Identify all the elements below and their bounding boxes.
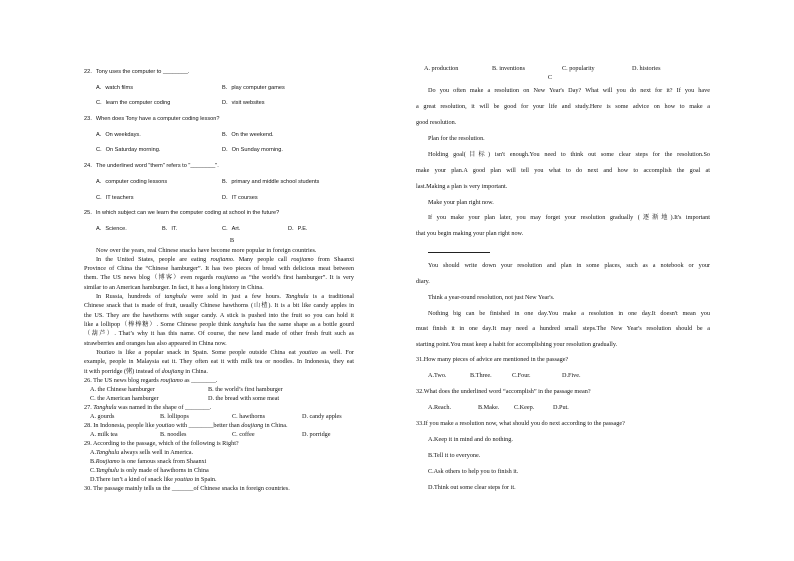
q25-stem: 25．In which subject can we learn the computer coding at school in the future? bbox=[84, 210, 280, 216]
q30-option-a: A. production bbox=[424, 65, 459, 72]
passage-c-line: Think a year-round resolution, not just New Year's. bbox=[428, 294, 555, 301]
q25-option-b: B．IT. bbox=[162, 226, 178, 232]
q25-option-c: C．Art. bbox=[222, 226, 241, 232]
q27-option-a: A. gourds bbox=[90, 413, 115, 420]
passage-b-line: In the United States, people are eating roujiamo. Many people call roujiamo from Shaanxi bbox=[96, 256, 354, 263]
passage-c-line: Holding goal(目标) isn't enough.You need to think out some clear steps for the resolution.So bbox=[428, 151, 710, 158]
q26-option-c: C. the American hamburger bbox=[90, 395, 159, 402]
q30-option-c: C. popularity bbox=[562, 65, 595, 72]
q33-option-c: C.Ask others to help you to finish it. bbox=[428, 468, 519, 475]
passage-c-line: good resolution. bbox=[416, 119, 457, 126]
q27-stem: 27. Tanghulu was named in the shape of ________. bbox=[84, 404, 212, 411]
q33-option-d: D.Think out some clear steps for it. bbox=[428, 484, 516, 491]
q27-option-c: C. hawthorns bbox=[232, 413, 265, 420]
q31-stem: 31.How many pieces of advice are mentioned in the passage? bbox=[416, 356, 569, 363]
q33-stem: 33.If you make a resolution now, what should you do next according to the passage? bbox=[416, 420, 625, 427]
q22-option-b: B．play computer games bbox=[222, 85, 285, 91]
passage-c-line: Do you often make a resolution on New Year's Day? What will you do next for it? If you have bbox=[428, 87, 710, 94]
passage-b-line: like a lollipop（棒棒糖）. Some Chinese people think tanghulu has the same shape as a bottle gourd bbox=[84, 321, 354, 328]
passage-b-line: In Russia, hundreds of tanghulu were sold in just a few hours. Tanghulu is a traditional bbox=[96, 293, 354, 300]
q23-option-d: D．On Sunday morning. bbox=[222, 147, 283, 153]
q25-option-a: A．Science. bbox=[96, 226, 127, 232]
passage-b-line: Province of China the “Chinese hamburger”. It has two pieces of bread with delicious meat between bbox=[84, 265, 354, 272]
q27-option-d: D. candy apples bbox=[302, 413, 342, 420]
passage-b-line: Now over the years, real Chinese snacks have become more popular in foreign countries. bbox=[96, 247, 317, 254]
q28-option-d: D. porridge bbox=[302, 431, 331, 438]
q29-option-d: D.There isn’t a kind of snack like youtiao in Spain. bbox=[90, 476, 217, 483]
passage-b-line: them. The US news blog（博客）even regards roujiamo as “the world’s first hamburger”. It is very bbox=[84, 274, 354, 281]
q24-stem: 24．The underlined word "them" refers to "________". bbox=[84, 163, 219, 169]
passage-c-line: make your plan.A good plan will tell you what to do next and how to accomplish the goal at bbox=[416, 167, 710, 174]
passage-c-line: Plan for the resolution. bbox=[428, 135, 485, 142]
passage-b-line: similar to an American hamburger. In fact, it has a long history in China. bbox=[84, 284, 264, 291]
q32-option-d: D.Put. bbox=[553, 404, 569, 411]
q31-option-b: B.Three. bbox=[470, 372, 492, 379]
passage-b-line: strawberries and oranges has also appeared in China now. bbox=[84, 340, 227, 347]
q24-option-d: D．IT courses bbox=[222, 195, 258, 201]
passage-c-line: a great resolution, it will be good for your life and study.Here is some advice on how to make a bbox=[416, 103, 710, 110]
passage-b-line: example, people in Malaysia eat it. They often eat it with milk tea or noodles. In Indonesia, they eat bbox=[84, 358, 354, 365]
passage-c-line: last.Making a plan is very important. bbox=[416, 183, 508, 190]
q33-option-b: B.Tell it to everyone. bbox=[428, 452, 481, 459]
q26-stem: 26. The US news blog regards roujiamo as ________. bbox=[84, 377, 218, 384]
q22-option-d: D．visit websites bbox=[222, 100, 265, 106]
passage-c-line: Make your plan right now. bbox=[428, 199, 494, 206]
q29-option-c: C.Tanghulu is only made of hawthorns in China bbox=[90, 467, 209, 474]
q31-option-c: C.Four. bbox=[512, 372, 531, 379]
q23-option-b: B．On the weekend. bbox=[222, 132, 274, 138]
q27-option-b: B. lollipops bbox=[160, 413, 189, 420]
q33-option-a: A.Keep it in mind and do nothing. bbox=[428, 436, 513, 443]
q30-stem: 30. The passage mainly tells us the _______of Chinese snacks in foreign countries. bbox=[84, 485, 290, 492]
q24-option-c: C．IT teachers bbox=[96, 195, 134, 201]
q29-option-b: B.Roujiamo is one famous snack from Shaanxi bbox=[90, 458, 207, 465]
passage-b-line: Chinese snack that is made of fruit, usually Chinese hawthorns (山楂). It is a bit like candy apples in bbox=[84, 302, 354, 309]
passage-b-line: Youtiao is like a popular snack in Spain. Some people outside China eat youtiao as well. For bbox=[96, 349, 354, 356]
q28-option-b: B. noodles bbox=[160, 431, 187, 438]
q30-option-d: D. histories bbox=[632, 65, 661, 72]
q31-option-a: A.Two. bbox=[428, 372, 447, 379]
q22-option-c: C．learn the computer coding bbox=[96, 100, 171, 106]
q31-option-d: D.Five. bbox=[562, 372, 581, 379]
passage-c-line: diary. bbox=[416, 278, 430, 285]
q28-option-c: C. coffee bbox=[232, 431, 255, 438]
q32-option-b: B.Make. bbox=[478, 404, 500, 411]
q24-option-b: B．primary and middle school students bbox=[222, 179, 320, 185]
q22-stem: 22．Tony uses the computer to ________. bbox=[84, 69, 190, 75]
passage-c-line: If you make your plan later, you may forget your resolution gradually (逐渐地).It's important bbox=[428, 214, 710, 221]
q28-stem: 28. In Indonesia, people like youtiao with ________better than doujiang in China. bbox=[84, 422, 288, 429]
passage-b-line: it with porridge (粥) instead of doujiang in China. bbox=[84, 368, 208, 375]
q32-option-a: A.Reach. bbox=[428, 404, 452, 411]
q29-stem: 29. According to the passage, which of the following is Right? bbox=[84, 440, 239, 447]
section-c-heading: C bbox=[547, 74, 553, 81]
q26-option-d: D. the bread with some meat bbox=[208, 395, 280, 402]
q29-option-a: A.Tanghulu always sells well in America. bbox=[90, 449, 194, 456]
passage-c-line: that you begin making your plan right now. bbox=[416, 230, 524, 237]
q28-option-a: A. milk tea bbox=[90, 431, 118, 438]
passage-c-line: Nothing big can be finished in one day.You make a resolution in one day.It doesn't mean you bbox=[428, 310, 710, 317]
section-b-heading: B bbox=[229, 237, 235, 244]
q26-option-a: A. the Chinese hamburger bbox=[90, 386, 155, 393]
q24-option-a: A．computer coding lessons bbox=[96, 179, 168, 185]
q32-stem: 32.What does the underlined word “accomplish” in the passage mean? bbox=[416, 388, 591, 395]
passage-b-line: the US. They are the hawthorns with sugar candy. A stick is pushed into the fruit so you can hold it bbox=[84, 312, 354, 319]
passage-b-line: （葫芦）. That’s why it has this name. Of course, the new land made of other fresh fruit such as bbox=[84, 330, 354, 337]
q32-option-c: C.Keep. bbox=[514, 404, 535, 411]
answer-blank-line bbox=[428, 252, 490, 253]
q23-stem: 23．When does Tony have a computer coding lesson? bbox=[84, 116, 220, 122]
passage-c-line: starting point.You must keep a habit for accomplishing your resolution gradually. bbox=[416, 341, 618, 348]
q26-option-b: B. the world’s first hamburger bbox=[208, 386, 283, 393]
q30-option-b: B. inventions bbox=[492, 65, 526, 72]
q23-option-c: C．On Saturday morning. bbox=[96, 147, 161, 153]
q23-option-a: A．On weekdays. bbox=[96, 132, 141, 138]
q25-option-d: D．P.E. bbox=[288, 226, 308, 232]
passage-c-line: must finish it in one day.It may need a hundred small steps.The New Year's resolution should be a bbox=[416, 325, 710, 332]
passage-c-line: You should write down your resolution and plan in some places, such as a notebook or your bbox=[428, 262, 710, 269]
q22-option-a: A．watch films bbox=[96, 85, 133, 91]
